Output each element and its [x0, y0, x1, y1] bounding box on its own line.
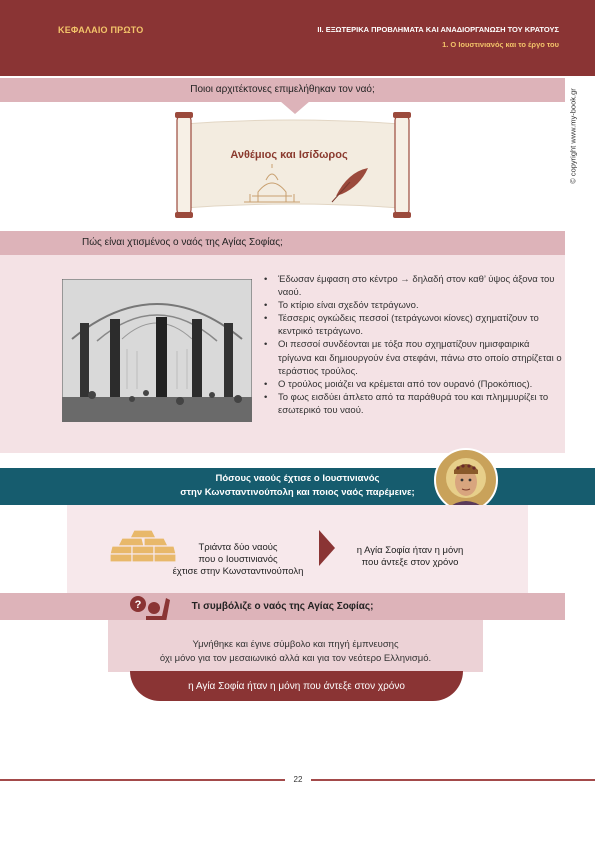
question-architects: Ποιοι αρχιτέκτονες επιμελήθηκαν τον ναό; [190, 84, 375, 95]
page-number: 22 [285, 773, 311, 787]
churches-count-text: Τριάντα δύο ναούς που ο Ιουστινιανός έχτισε στην Κωνσταντινούπολη [172, 542, 304, 577]
question-churches-line2: στην Κωνσταντινούπολη και ποιος ναός παρέμεινε; [180, 487, 415, 498]
page-header [0, 0, 595, 76]
question-bar-symbol [0, 593, 565, 620]
symbol-answer: Υμνήθηκε και έγινε σύμβολο και πηγή έμπνευσης όχι μόνο για τον μεσαιωνικό αλλά και για τον νεότερο Ελληνισμό. [159, 639, 432, 664]
justinian-mosaic-portrait [434, 448, 498, 512]
hagia-sophia-interior-image [62, 279, 252, 422]
summary-banner: η Αγία Σοφία ήταν η μόνη που άντεξε στον χρόνο [130, 671, 463, 701]
answer-architects: Ανθέμιος και Ισίδωρος [230, 149, 348, 161]
question-bar-construction [0, 231, 565, 255]
list-item: • Το φως εισδύει άπλετο από τα παράθυρά του και πλημμυρίζει το εσωτερικό του ναού. [264, 391, 564, 417]
list-item: • Τέσσερις ογκώδεις πεσσοί (τετράγωνοι κίονες) σχηματίζουν το κεντρικό τετράγωνο. [264, 312, 564, 338]
list-item: • Έδωσαν έμφαση στο κέντρο → δηλαδή στον καθ’ ύψος άξονα του ναού. [264, 273, 564, 299]
list-item: • Οι πεσσοί συνδέονται με τόξα που σχηματίζουν ημισφαιρικά τρίγωνα και δημιουργούν ένα στεφάνι, πάνω στο οποίο στηρίζεται ο τεράστιος τρούλος. [264, 338, 564, 377]
question-symbol: Τι συμβόλιζε ο ναός της Αγίας Σοφίας; [191, 601, 374, 612]
list-item: • Ο τρούλος μοιάζει να κρέμεται από τον ουρανό (Προκόπιος). [264, 378, 564, 391]
copyright-note: © copyright www.my-book.gr [568, 88, 578, 184]
svg-text:?: ? [134, 599, 142, 611]
question-bar-churches [0, 468, 595, 505]
construction-list [264, 273, 564, 417]
subsection-title: 1. Ο Ιουστινιανός και το έργο του [442, 40, 559, 49]
chapter-title: ΚΕΦΑΛΑΙΟ ΠΡΩΤΟ [58, 25, 144, 35]
parchment-scroll-icon [172, 110, 418, 222]
list-item: • Το κτίριο είναι σχεδόν τετράγωνο. [264, 299, 564, 312]
question-churches-line1: Πόσους ναούς έχτισε ο Ιουστινιανός [215, 473, 380, 484]
section-title: ΙΙ. ΕΞΩΤΕΡΙΚΑ ΠΡΟΒΛΗΜΑΤΑ ΚΑΙ ΑΝΑΔΙΟΡΓΑΝΩΣΗ ΤΟΥ ΚΡΑΤΟΥΣ [317, 25, 559, 34]
arrow-right-icon [319, 530, 337, 566]
surviving-church-text: η Αγία Σοφία ήταν η μόνη που άντεξε στον χρόνο [356, 545, 464, 568]
question-bar-architects [0, 78, 565, 102]
question-construction: Πώς είναι χτισμένος ο ναός της Αγίας Σοφίας; [82, 237, 283, 248]
